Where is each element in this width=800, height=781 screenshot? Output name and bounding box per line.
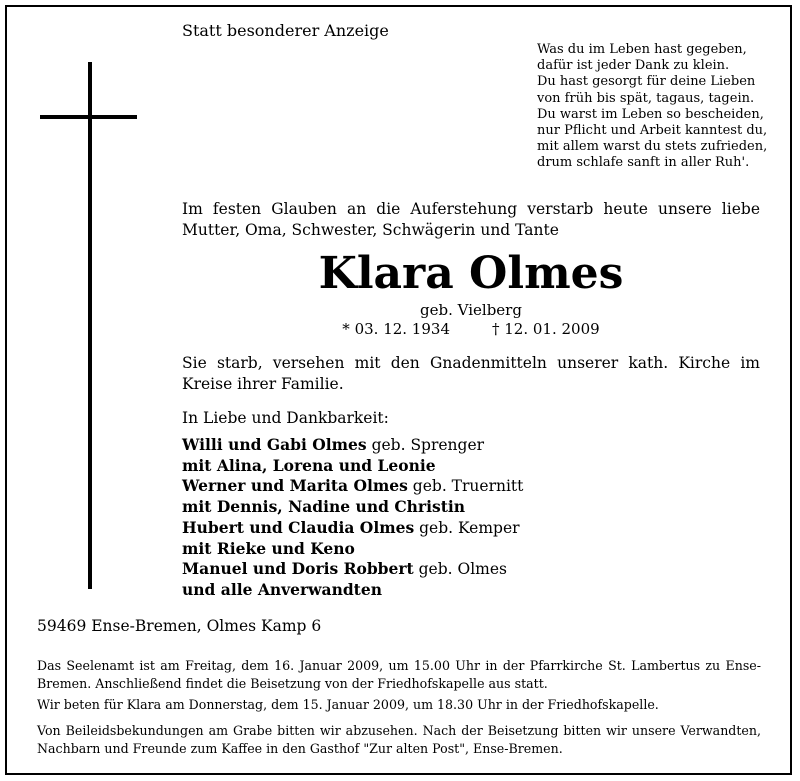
life-dates bbox=[182, 320, 760, 338]
mourner-row bbox=[182, 580, 523, 601]
passed-text: Sie starb, versehen mit den Gnadenmitteln unserer kath. Kirche im Kreise ihrer Familie. bbox=[182, 354, 760, 393]
birth-date: * 03. 12. 1934 bbox=[342, 320, 450, 338]
mourner-names: Werner und Marita Olmes bbox=[182, 476, 408, 496]
poem-line: von früh bis spät, tagaus, tagein. bbox=[537, 90, 755, 106]
prayer-paragraph: Wir beten für Klara am Donnerstag, dem 15. Januar 2009, um 18.30 Uhr in der Friedhofskapelle. bbox=[37, 697, 659, 712]
mourner-names: Hubert und Claudia Olmes bbox=[182, 517, 415, 537]
mourner-names: Manuel und Doris Robbert bbox=[182, 559, 414, 579]
poem-line: mit allem warst du stets zufrieden, bbox=[537, 139, 768, 155]
love-line: In Liebe und Dankbarkeit: bbox=[182, 409, 389, 427]
maiden-name: geb. Vielberg bbox=[420, 301, 522, 319]
intro-text: Im festen Glauben an die Auferstehung verstarb heute unsere liebe Mutter, Oma, Schwester, Schwägerin und Tante bbox=[182, 200, 760, 239]
notice-header: Statt besonderer Anzeige bbox=[182, 21, 389, 40]
deceased-name: Klara Olmes bbox=[318, 248, 624, 299]
cross-icon bbox=[88, 62, 92, 589]
mourner-row bbox=[182, 497, 523, 518]
mourner-names: mit Dennis, Nadine und Christin bbox=[182, 497, 466, 517]
mourner-detail: geb. Sprenger bbox=[366, 436, 485, 454]
poem bbox=[537, 42, 767, 172]
funeral-mass-paragraph: Das Seelenamt ist am Freitag, dem 16. Januar 2009, um 15.00 Uhr in der Pfarrkirche St. Lambertus zu Ense-Bremen. Anschließend findet die Beisetzung von der Friedhofskapelle aus statt. bbox=[37, 658, 761, 691]
family-address: 59469 Ense-Bremen, Olmes Kamp 6 bbox=[37, 617, 322, 635]
poem-line: Du hast gesorgt für deine Lieben bbox=[537, 74, 756, 90]
mourner-row bbox=[182, 559, 523, 580]
mourner-row bbox=[182, 476, 523, 497]
mourners-list bbox=[182, 435, 523, 601]
poem-line: Du warst im Leben so bescheiden, bbox=[537, 106, 764, 122]
condolence-paragraph: Von Beileidsbekundungen am Grabe bitten wir abzusehen. Nach der Beisetzung bitten wir unsere Verwandten, Nachbarn und Freunde zum Kaffee in den Gasthof "Zur alten Post", Ense-Bremen. bbox=[37, 723, 761, 756]
mourner-row bbox=[182, 518, 523, 539]
mourner-names: mit Alina, Lorena und Leonie bbox=[182, 455, 436, 475]
poem-line: drum schlafe sanft in aller Ruh'. bbox=[537, 155, 750, 171]
mourner-row bbox=[182, 456, 523, 477]
mourner-detail: geb. Olmes bbox=[413, 560, 507, 579]
mourner-detail: geb. Truernitt bbox=[407, 477, 524, 496]
poem-line: Was du im Leben hast gegeben, bbox=[537, 42, 747, 57]
death-date: † 12. 01. 2009 bbox=[492, 320, 600, 338]
mourner-detail: geb. Kemper bbox=[414, 518, 520, 537]
poem-line: dafür ist jeder Dank zu klein. bbox=[537, 58, 730, 74]
mourner-names: Willi und Gabi Olmes bbox=[182, 435, 367, 454]
mourner-names: und alle Anverwandten bbox=[182, 579, 382, 599]
mourner-row bbox=[182, 539, 523, 560]
poem-line: nur Pflicht und Arbeit kanntest du, bbox=[537, 123, 768, 139]
mourner-row bbox=[182, 435, 523, 456]
mourner-names: mit Rieke und Keno bbox=[182, 538, 355, 558]
cross-bar bbox=[40, 115, 137, 119]
